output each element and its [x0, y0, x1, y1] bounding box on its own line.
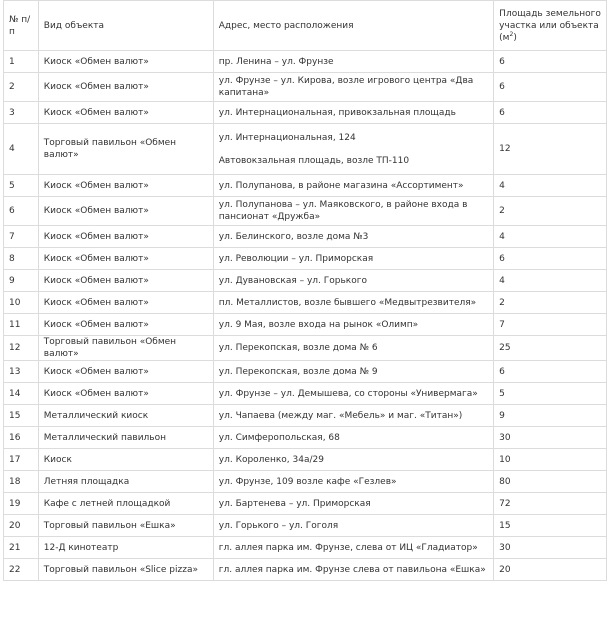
- address-line: ул. Фрунзе, 109 возле кафе «Гезлев»: [218, 476, 397, 487]
- cell-area: 20: [494, 559, 607, 581]
- cell-type: Металлический павильон: [38, 427, 213, 449]
- cell-address: [213, 471, 493, 493]
- cell-address: [213, 314, 493, 336]
- address-line: ул. Полупанова – ул. Маяковского, в районе входа в: [218, 200, 468, 210]
- address-spacer: [219, 144, 488, 155]
- cell-area: 7: [494, 314, 607, 336]
- cell-area: 12: [494, 124, 607, 175]
- cell-num: 5: [4, 175, 39, 197]
- cell-type: Киоск «Обмен валют»: [38, 383, 213, 405]
- cell-address: [213, 270, 493, 292]
- address-line: ул. Симферопольская, 68: [218, 432, 340, 443]
- address-line: Автовокзальная площадь, возле ТП-110: [218, 155, 410, 166]
- address-line: капитана»: [218, 88, 270, 98]
- cell-type: Киоск «Обмен валют»: [38, 314, 213, 336]
- table-row: [4, 51, 607, 73]
- cell-area: 30: [494, 537, 607, 559]
- address-line: ул. Революции – ул. Приморская: [218, 253, 374, 264]
- cell-area: 2: [494, 292, 607, 314]
- cell-address: [213, 427, 493, 449]
- table-row: [4, 383, 607, 405]
- cell-address: [213, 292, 493, 314]
- address-line: гл. аллея парка им. Фрунзе слева от павильона «Ешка»: [218, 564, 486, 575]
- header-row: [4, 1, 607, 51]
- cell-num: 19: [4, 493, 39, 515]
- cell-address: [213, 537, 493, 559]
- cell-num: 14: [4, 383, 39, 405]
- table-row: [4, 226, 607, 248]
- cell-address: [213, 336, 493, 361]
- cell-type: Торговый павильон «Обмен валют»: [38, 124, 213, 175]
- cell-num: 1: [4, 51, 39, 73]
- cell-area: 5: [494, 383, 607, 405]
- cell-area: 9: [494, 405, 607, 427]
- cell-area: 25: [494, 336, 607, 361]
- cell-address: [213, 226, 493, 248]
- cell-num: 22: [4, 559, 39, 581]
- cell-type: Киоск «Обмен валют»: [38, 248, 213, 270]
- table-row: [4, 515, 607, 537]
- table-row: [4, 292, 607, 314]
- address-line: ул. 9 Мая, возле входа на рынок «Олимп»: [218, 319, 419, 330]
- cell-type: Киоск «Обмен валют»: [38, 175, 213, 197]
- table-row: [4, 314, 607, 336]
- cell-area: 6: [494, 248, 607, 270]
- objects-table: [3, 0, 607, 581]
- cell-area: 72: [494, 493, 607, 515]
- table-row: [4, 559, 607, 581]
- cell-type: Кафе с летней площадкой: [38, 493, 213, 515]
- table-row: [4, 73, 607, 102]
- cell-area: 2: [494, 197, 607, 226]
- cell-type: Киоск «Обмен валют»: [38, 197, 213, 226]
- cell-area: 6: [494, 361, 607, 383]
- address-line: ул. Интернациональная, привокзальная площадь: [218, 107, 456, 118]
- table-row: [4, 336, 607, 361]
- cell-address: [213, 449, 493, 471]
- cell-num: 6: [4, 197, 39, 226]
- table-row: [4, 248, 607, 270]
- table-row: [4, 449, 607, 471]
- cell-area: 4: [494, 226, 607, 248]
- address-line: ул. Чапаева (между маг. «Мебель» и маг. «Титан»): [218, 410, 463, 421]
- table-row: [4, 197, 607, 226]
- cell-type: Киоск «Обмен валют»: [38, 292, 213, 314]
- cell-num: 3: [4, 102, 39, 124]
- cell-area: 6: [494, 102, 607, 124]
- address-line: пансионат «Дружба»: [218, 212, 321, 222]
- cell-type: Торговый павильон «Обмен валют»: [38, 336, 213, 361]
- cell-address: [213, 559, 493, 581]
- cell-area: 4: [494, 175, 607, 197]
- cell-num: 13: [4, 361, 39, 383]
- cell-num: 12: [4, 336, 39, 361]
- cell-area: 15: [494, 515, 607, 537]
- address-line: ул. Фрунзе – ул. Кирова, возле игрового центра «Два: [218, 76, 474, 86]
- cell-area: 6: [494, 73, 607, 102]
- cell-type: Летняя площадка: [38, 471, 213, 493]
- header-area-line2: участка или объекта: [499, 20, 599, 31]
- header-num: № п/п: [4, 1, 39, 51]
- cell-num: 4: [4, 124, 39, 175]
- address-line: ул. Фрунзе – ул. Демышева, со стороны «Универмага»: [218, 388, 478, 399]
- header-area-unit-sup: 2: [509, 30, 514, 38]
- cell-type: Торговый павильон «Slice pizza»: [38, 559, 213, 581]
- header-area-unit-suffix: ): [513, 32, 517, 43]
- address-line: гл. аллея парка им. Фрунзе, слева от ИЦ «Гладиатор»: [218, 542, 478, 553]
- table-row: [4, 270, 607, 292]
- cell-address: [213, 248, 493, 270]
- cell-area: 6: [494, 51, 607, 73]
- cell-type: Металлический киоск: [38, 405, 213, 427]
- cell-num: 16: [4, 427, 39, 449]
- cell-num: 18: [4, 471, 39, 493]
- cell-type: Киоск «Обмен валют»: [38, 102, 213, 124]
- cell-area: 4: [494, 270, 607, 292]
- header-area-line3: [499, 32, 601, 44]
- address-line: ул. Горького – ул. Гоголя: [218, 520, 339, 531]
- table-row: [4, 493, 607, 515]
- cell-type: Киоск «Обмен валют»: [38, 270, 213, 292]
- address-line: ул. Короленко, 34а/29: [218, 454, 324, 465]
- table-row: [4, 361, 607, 383]
- header-address: Адрес, место расположения: [213, 1, 493, 51]
- address-line: ул. Полупанова, в районе магазина «Ассортимент»: [218, 180, 464, 191]
- cell-type: Киоск «Обмен валют»: [38, 226, 213, 248]
- table-row: [4, 405, 607, 427]
- cell-area: 30: [494, 427, 607, 449]
- cell-num: 9: [4, 270, 39, 292]
- cell-address: [213, 515, 493, 537]
- cell-num: 10: [4, 292, 39, 314]
- table-row: [4, 102, 607, 124]
- address-line: ул. Интернациональная, 124: [218, 132, 356, 143]
- address-line: ул. Бартенева – ул. Приморская: [218, 498, 371, 509]
- address-line: ул. Перекопская, возле дома № 9: [218, 366, 378, 377]
- table-row: [4, 124, 607, 175]
- cell-num: 20: [4, 515, 39, 537]
- cell-address: [213, 493, 493, 515]
- cell-num: 21: [4, 537, 39, 559]
- cell-num: 11: [4, 314, 39, 336]
- header-area: [494, 1, 607, 51]
- header-area-unit-prefix: (м: [499, 32, 510, 43]
- cell-address: [213, 102, 493, 124]
- header-type: Вид объекта: [38, 1, 213, 51]
- cell-address: [213, 197, 493, 226]
- cell-type: 12-Д кинотеатр: [38, 537, 213, 559]
- cell-address: [213, 124, 493, 175]
- table-header: [4, 1, 607, 51]
- cell-num: 7: [4, 226, 39, 248]
- cell-num: 15: [4, 405, 39, 427]
- cell-num: 2: [4, 73, 39, 102]
- cell-type: Киоск: [38, 449, 213, 471]
- address-line: пл. Металлистов, возле бывшего «Медвытрезвителя»: [218, 297, 477, 308]
- cell-address: [213, 51, 493, 73]
- cell-address: [213, 383, 493, 405]
- address-line: ул. Белинского, возле дома №3: [218, 231, 369, 242]
- cell-area: 10: [494, 449, 607, 471]
- cell-area: 80: [494, 471, 607, 493]
- cell-num: 8: [4, 248, 39, 270]
- address-line: ул. Дувановская – ул. Горького: [218, 275, 367, 286]
- cell-num: 17: [4, 449, 39, 471]
- table-body: [4, 51, 607, 581]
- cell-address: [213, 361, 493, 383]
- header-area-line1: Площадь земельного: [499, 8, 601, 19]
- cell-type: Киоск «Обмен валют»: [38, 361, 213, 383]
- cell-address: [213, 73, 493, 102]
- address-line: пр. Ленина – ул. Фрунзе: [218, 56, 334, 67]
- cell-address: [213, 175, 493, 197]
- table-row: [4, 175, 607, 197]
- table-row: [4, 537, 607, 559]
- cell-type: Киоск «Обмен валют»: [38, 51, 213, 73]
- cell-type: Торговый павильон «Ешка»: [38, 515, 213, 537]
- table-row: [4, 471, 607, 493]
- cell-address: [213, 405, 493, 427]
- address-line: ул. Перекопская, возле дома № 6: [218, 343, 378, 353]
- cell-type: Киоск «Обмен валют»: [38, 73, 213, 102]
- table-row: [4, 427, 607, 449]
